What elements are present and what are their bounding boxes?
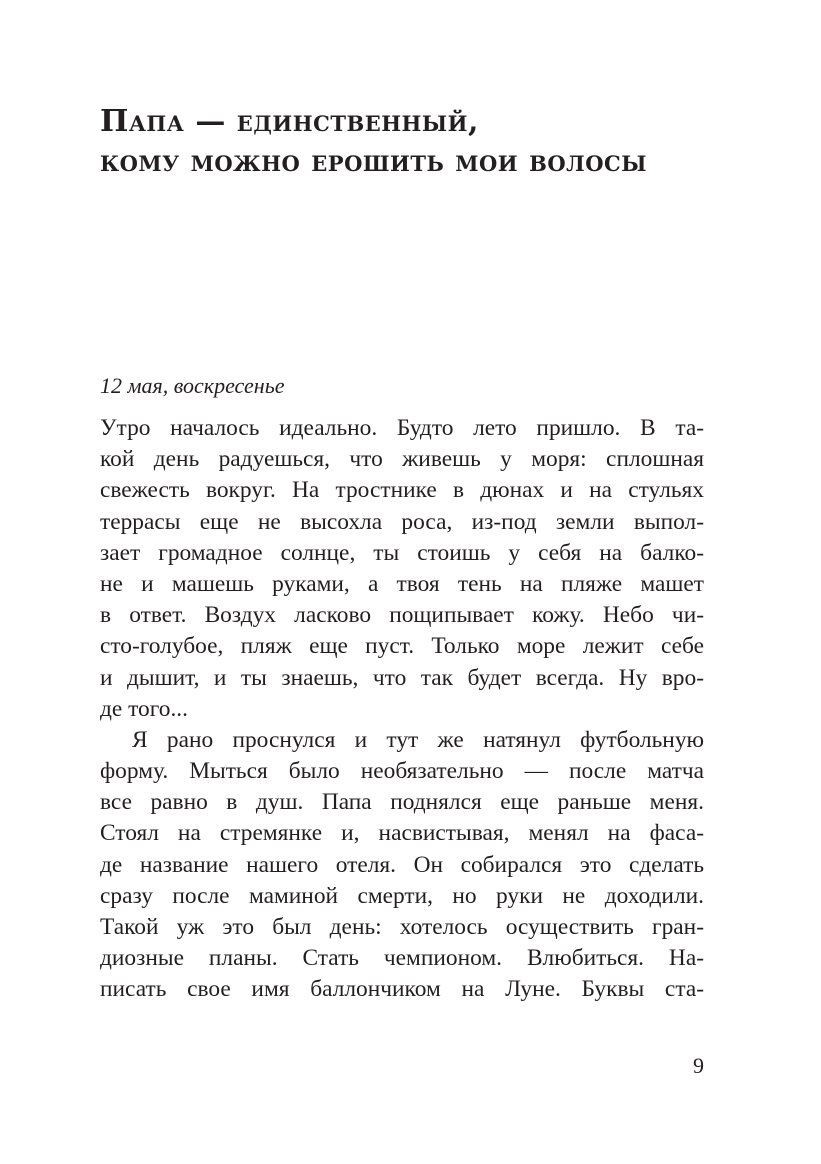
text-line: диозные планы. Стать чемпионом. Влюбиться. На- — [100, 945, 704, 972]
body-text — [100, 413, 704, 1006]
text-line: кой день радуешься, что живешь у моря: сплошная — [100, 446, 704, 473]
text-line: Такой уж это был день: хотелось осуществить гран- — [100, 914, 704, 940]
text-line: де название нашего отеля. Он собирался это сделать — [100, 851, 704, 878]
text-line: сразу после маминой смерти, но руки не доходили. — [100, 882, 704, 909]
text-line-paragraph-start: Я рано проснулся и тут же натянул футбольную — [132, 726, 704, 753]
text-line: свежесть вокруг. На тростнике в дюнах и на стульях — [100, 477, 704, 504]
text-line: Утро началось идеально. Будто лето пришло. В та- — [100, 415, 704, 441]
chapter-title-line-2: кому можно ерошить мои волосы — [100, 144, 647, 179]
text-line: террасы еще не высохла роса, из-под земли выпол- — [100, 508, 704, 535]
text-line-paragraph-end: де того... — [100, 695, 188, 722]
chapter-title-line-1: Папа — единственный, — [100, 104, 479, 139]
text-line: писать свое имя баллончиком на Луне. Буквы ста- — [100, 976, 704, 1003]
text-line: не и машешь руками, а твоя тень на пляже машет — [100, 570, 704, 597]
page-number: 9 — [693, 1053, 704, 1078]
entry-date: 12 мая, воскресенье — [100, 373, 285, 398]
chapter-title — [100, 102, 740, 182]
text-line: и дышит, и ты знаешь, что так будет всегда. Ну вро- — [100, 664, 704, 691]
text-line: все равно в душ. Папа поднялся еще раньше меня. — [100, 789, 704, 816]
text-line: сто-голубое, пляж еще пуст. Только море лежит себе — [100, 633, 704, 660]
text-line: форму. Мыться было необязательно — после матча — [100, 758, 704, 785]
text-line: Стоял на стремянке и, насвистывая, менял на фаса- — [100, 820, 704, 847]
text-line: зает громадное солнце, ты стоишь у себя на балко- — [100, 539, 704, 566]
text-line: в ответ. Воздух ласково пощипывает кожу. Небо чи- — [100, 602, 704, 629]
